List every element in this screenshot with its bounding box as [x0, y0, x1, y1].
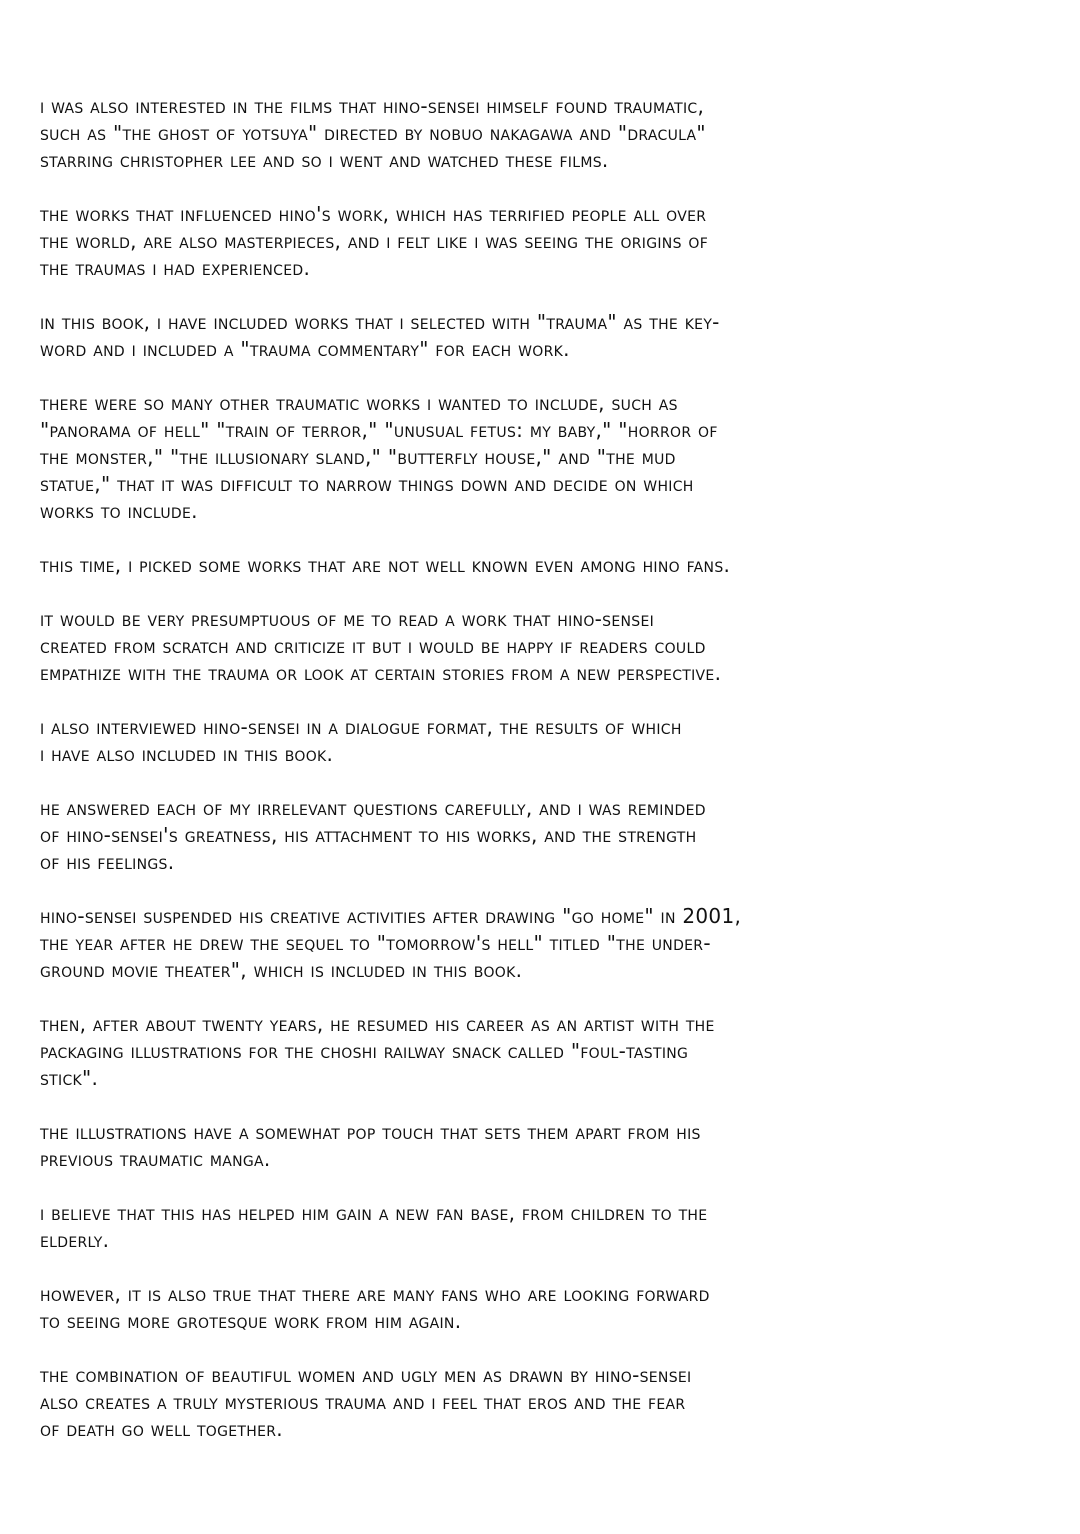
paragraph-fan-base	[40, 1200, 1040, 1254]
text-line: such as "the ghost of yotsuya" directed by nobuo nakagawa and "dracula"	[40, 121, 706, 145]
paragraph-films	[40, 93, 1040, 174]
text-line: ground movie theater", which is included in this book.	[40, 958, 523, 982]
paragraph-grotesque	[40, 1281, 1040, 1335]
text-line: empathize with the trauma or look at certain stories from a new perspective.	[40, 661, 722, 685]
text-line: hino-sensei suspended his creative activities after drawing "go home" in 2001,	[40, 904, 742, 928]
text-line: i also interviewed hino-sensei in a dialogue format, the results of which	[40, 715, 682, 739]
text-line: then, after about twenty years, he resumed his career as an artist with the	[40, 1012, 715, 1036]
text-line: of his feelings.	[40, 850, 175, 874]
text-line: i believe that this has helped him gain a new fan base, from children to the	[40, 1201, 708, 1225]
text-line: also creates a truly mysterious trauma and i feel that eros and the fear	[40, 1390, 686, 1414]
text-line: the year after he drew the sequel to "tomorrow's hell" titled "the under-	[40, 931, 711, 955]
text-line: works to include.	[40, 499, 198, 523]
text-line: the works that influenced hino's work, which has terrified people all over	[40, 202, 707, 226]
text-line: there were so many other traumatic works i wanted to include, such as	[40, 391, 678, 415]
text-line: this time, i picked some works that are not well known even among hino fans.	[40, 553, 731, 577]
text-line: it would be very presumptuous of me to read a work that hino-sensei	[40, 607, 655, 631]
text-line: i was also interested in the films that hino-sensei himself found traumatic,	[40, 94, 705, 118]
paragraph-keyword	[40, 309, 1040, 363]
text-line: the world, are also masterpieces, and i felt like i was seeing the origins of	[40, 229, 709, 253]
paragraph-eros	[40, 1362, 1040, 1443]
text-line: starring christopher lee and so i went and watched these films.	[40, 148, 609, 172]
paragraph-resumed	[40, 1011, 1040, 1092]
paragraph-suspension	[40, 903, 1040, 984]
text-line: however, it is also true that there are many fans who are looking forward	[40, 1282, 710, 1306]
paragraph-influences	[40, 201, 1040, 282]
paragraph-illustrations	[40, 1119, 1040, 1173]
text-line: statue," that it was difficult to narrow things down and decide on which	[40, 472, 694, 496]
text-line: the illustrations have a somewhat pop touch that sets them apart from his	[40, 1120, 701, 1144]
text-line: of death go well together.	[40, 1417, 283, 1441]
paragraph-other-works	[40, 390, 1040, 525]
text-line: created from scratch and criticize it but i would be happy if readers could	[40, 634, 706, 658]
text-line: of hino-sensei's greatness, his attachment to his works, and the strength	[40, 823, 697, 847]
text-line: previous traumatic manga.	[40, 1147, 271, 1171]
text-line: "panorama of hell" "train of terror," "unusual fetus: my baby," "horror of	[40, 418, 718, 442]
text-line: stick".	[40, 1066, 99, 1090]
text-line: packaging illustrations for the choshi railway snack called "foul-tasting	[40, 1039, 689, 1063]
text-line: the combination of beautiful women and ugly men as drawn by hino-sensei	[40, 1363, 692, 1387]
text-line: the traumas i had experienced.	[40, 256, 311, 280]
paragraph-selection	[40, 552, 1040, 579]
document-page	[40, 93, 1040, 1470]
text-line: elderly.	[40, 1228, 110, 1252]
text-line: i have also included in this book.	[40, 742, 334, 766]
text-line: he answered each of my irrelevant questions carefully, and i was reminded	[40, 796, 706, 820]
paragraph-answers	[40, 795, 1040, 876]
text-line: to seeing more grotesque work from him again.	[40, 1309, 462, 1333]
text-line: in this book, i have included works that i selected with "trauma" as the key-	[40, 310, 720, 334]
paragraph-presumptuous	[40, 606, 1040, 687]
text-line: word and i included a "trauma commentary" for each work.	[40, 337, 570, 361]
text-line: the monster," "the illusionary sland," "butterfly house," and "the mud	[40, 445, 676, 469]
paragraph-interview	[40, 714, 1040, 768]
